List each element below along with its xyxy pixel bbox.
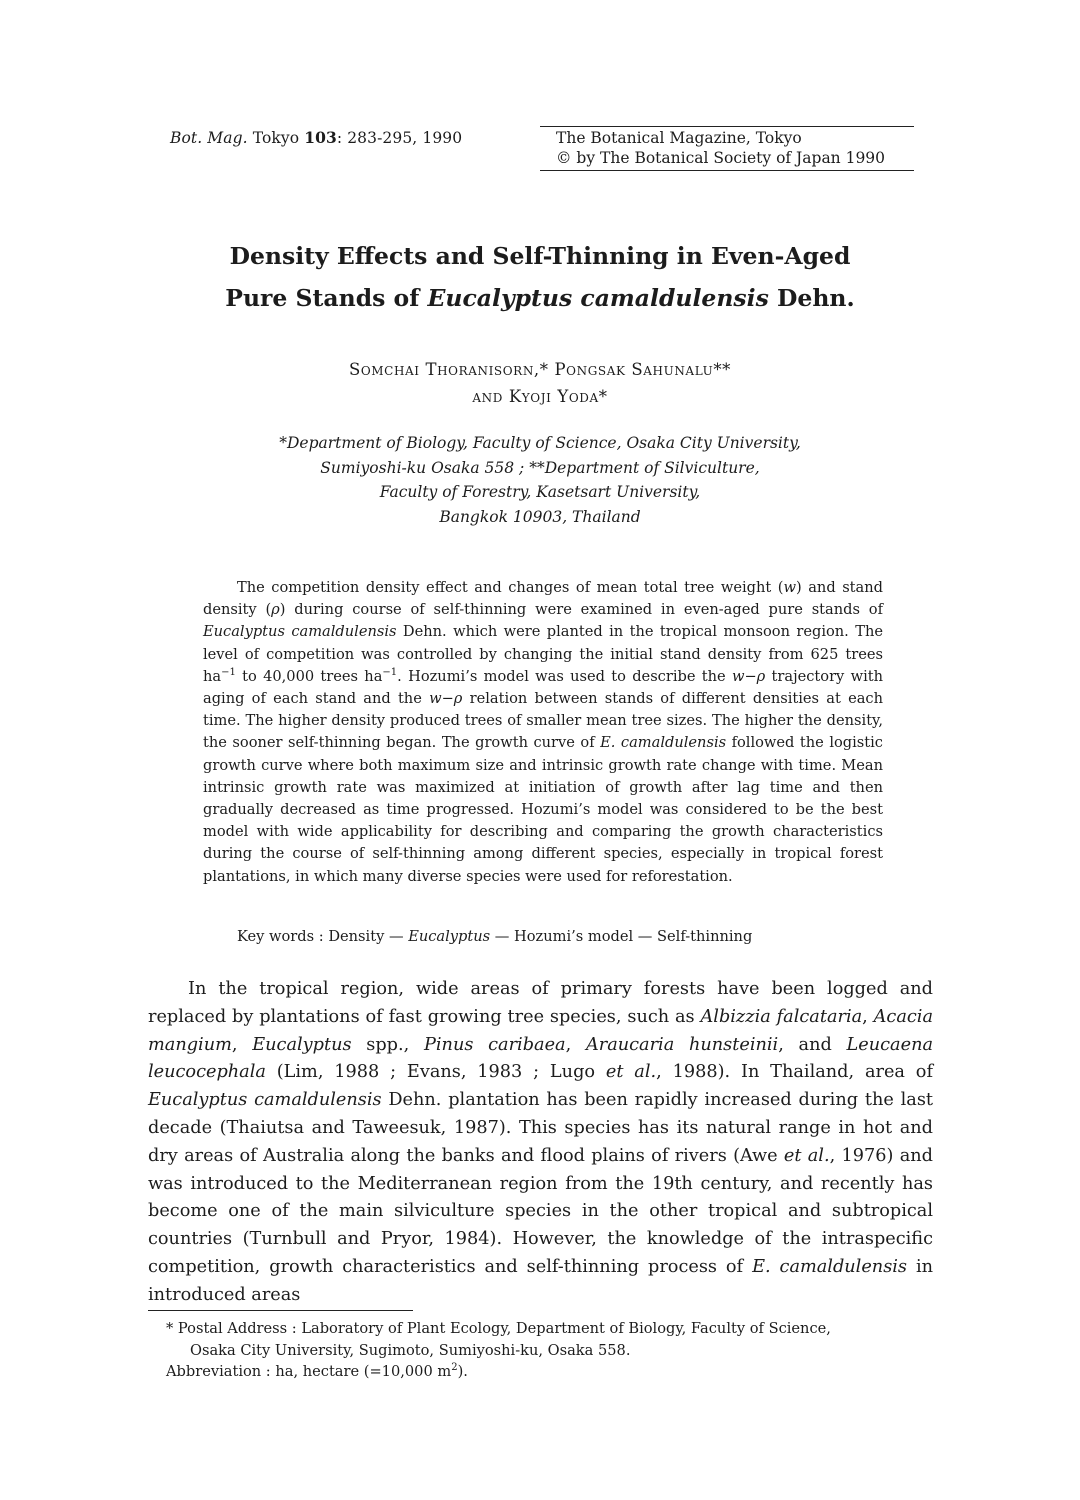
- copyright-notice: © by The Botanical Society of Japan 1990: [556, 149, 886, 167]
- affiliation-line: Sumiyoshi-ku Osaka 558 ; **Department of Silviculture,: [320, 458, 760, 477]
- authors-line-2: and Kyoji Yoda*: [472, 387, 608, 406]
- keywords-line: Key words : Density — Eucalyptus — Hozumi’s model — Self-thinning: [237, 928, 753, 945]
- abstract: [203, 577, 883, 888]
- footnote-rule: [148, 1310, 413, 1311]
- affiliations: [0, 431, 1080, 529]
- citation-city: Tokyo: [252, 129, 300, 147]
- title-suffix: Dehn.: [768, 284, 855, 312]
- journal-name: The Botanical Magazine, Tokyo: [556, 129, 802, 147]
- journal-box-bottom-rule: [540, 170, 914, 171]
- affiliation-line: Bangkok 10903, Thailand: [439, 507, 641, 526]
- footnote-abbreviation: Abbreviation : ha, hectare (=10,000 $m^2$).: [166, 1362, 468, 1380]
- journal-info-box: [540, 128, 914, 168]
- footnote-postal-address-cont: Osaka City University, Sugimoto, Sumiyoshi-ku, Osaka 558.: [190, 1341, 631, 1359]
- affiliation-line: *Department of Biology, Faculty of Science, Osaka City University,: [279, 434, 801, 452]
- keywords-label: Key words :: [237, 928, 329, 945]
- citation-volume: 103: [304, 128, 337, 147]
- affiliation-line: Faculty of Forestry, Kasetsart University,: [379, 483, 701, 501]
- keyword: Eucalyptus: [408, 928, 491, 945]
- abstract-paragraph: The competition density effect and changes of mean total tree weight (w) and stand density (ρ) during course of self-thinning were examined in even-aged pure stands of Eucalyptus camaldulensis Dehn. which were planted in the tropical monsoon region. The level of competition was controlled by changing the initial stand density from 625 trees $ha^{-1}$ to 40,000 trees $ha^{-1}$. Hozumi’s model was used to describe the w−ρ trajectory with aging of each stand and the w−ρ relation between stands of different densities at each time. The higher density produced trees of smaller mean tree sizes. The higher the density, the sooner self-thinning began. The growth curve of E. camaldulensis followed the logistic growth curve where both maximum size and intrinsic growth rate change with time. Mean intrinsic growth rate was maximized at initiation of growth after lag time and then gradually decreased as time progressed. Hozumi’s model was considered to be the best model with wide applicability for describing and comparing the growth characteristics during the course of self-thinning among different species, especially in tropical forest plantations, in which many diverse species were used for reforestation.: [203, 579, 884, 885]
- footnotes: [166, 1318, 926, 1383]
- body-paragraph: In the tropical region, wide areas of primary forests have been logged and replaced by plantations of fast growing tree species, such as Albizzia falcataria, Acacia mangium, Eucalyptus spp., Pinus caribaea, Araucaria hunsteinii, and Leucaena leucocephala (Lim, 1988 ; Evans, 1983 ; Lugo et al., 1988). In Thailand, area of Eucalyptus camaldulensis Dehn. plantation has been rapidly increased during the last decade (Thaiutsa and Taweesuk, 1987). This species has its natural range in hot and dry areas of Australia along the banks and flood plains of rivers (Awe et al., 1976) and was introduced to the Mediterranean region from the 19th century, and recently has become one of the main silviculture species in the other tropical and subtropical countries (Turnbull and Pryor, 1984). However, the knowledge of the intraspecific competition, growth characteristics and self-thinning process of E. camaldulensis in introduced areas: [148, 979, 934, 1305]
- journal-box-top-rule: [540, 126, 914, 127]
- authors-line-1: Somchai Thoranisorn,* Pongsak Sahunalu**: [348, 360, 732, 379]
- citation-line: [170, 128, 462, 147]
- body-text: [148, 976, 933, 1310]
- title-species: Eucalyptus camaldulensis: [427, 284, 769, 312]
- citation-journal: Bot. Mag.: [170, 129, 248, 147]
- paper-title-line-1: Density Effects and Self-Thinning in Even-Aged: [229, 242, 851, 270]
- title-prefix: Pure Stands of: [225, 284, 428, 312]
- keyword: Density: [328, 928, 385, 945]
- citation-pages: : 283-295, 1990: [336, 129, 463, 147]
- keyword: Self-thinning: [657, 928, 753, 945]
- footnote-postal-address: * Postal Address : Laboratory of Plant Ecology, Department of Biology, Faculty of Science,: [166, 1320, 831, 1337]
- paper-title-line-2: [0, 284, 1080, 312]
- keyword: Hozumi’s model: [514, 928, 634, 945]
